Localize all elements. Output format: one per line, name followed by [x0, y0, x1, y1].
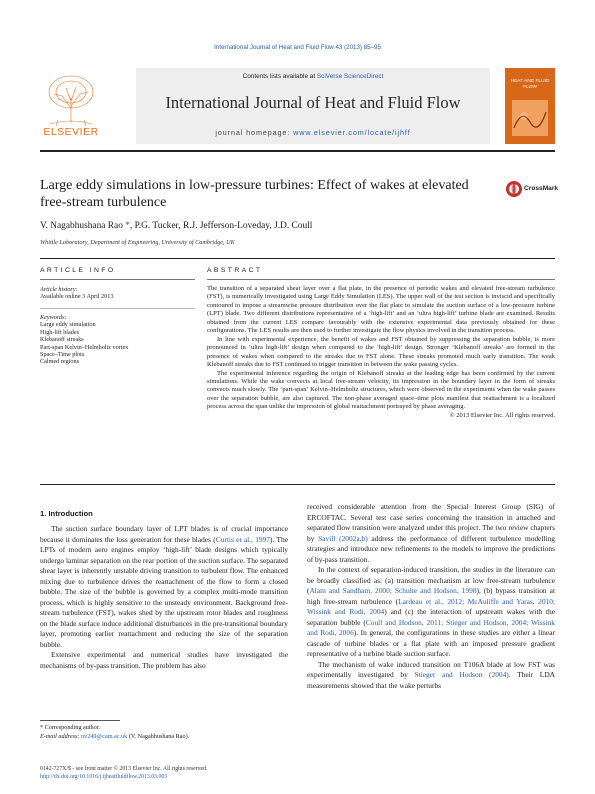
- author-first: V. Nagabhushana Rao: [40, 221, 126, 231]
- intro-left-column: [40, 524, 288, 671]
- abstract-paragraph: The transition of a separated shear layer over a flat plate, in the presence of periodic wakes and elevated free-stream turbulence (FST), is numerically investigated using Large Eddy Simulation (LES). The upper wall of the test section is inviscid and specifically contoured to impose a streamwise pressure distribution over the flat plate to simulate the suction surface of a low-pressure turbine (LPT) blade. Two different distributions representative of a ‘high-lift’ and an ‘ultra high-lift’ turbine blade are examined. Results obtained from the current LES compare favourably with the extensive experimental data previously obtained for these configurations. The LES results are then used to further investigate the flow physics involved in the transition process.: [207, 285, 555, 335]
- paragraph-text: . Their LDA measurements showed that the wake perturbs: [307, 670, 555, 690]
- body-paragraph: [307, 660, 555, 692]
- keyword: Large eddy simulation: [40, 321, 96, 329]
- crossmark-label[interactable]: CrossMark: [524, 185, 559, 192]
- body-paragraph: [307, 565, 555, 660]
- abstract-copyright: © 2013 Elsevier Inc. All rights reserved.: [449, 411, 555, 419]
- paragraph-text: address the performance of different turbulence modelling strategies and introduce new refinements to the models to improve the predictions of by-pass transition.: [307, 533, 555, 564]
- paragraph-text: ), (b) bypass transition at high free-stream turbulence (: [307, 586, 556, 606]
- author-list: [40, 221, 312, 231]
- paragraph-text: Extensive experimental and numerical studies have investigated the mechanisms of by-pass transition. The problem has also: [40, 650, 288, 670]
- footnote: [40, 724, 189, 741]
- abstract-paragraph: In line with experimental experience, the benefit of wakes and FST obtained by suppressing the separation bubble, is more pronounced in ‘ultra high-lift’ design when compared to the ‘high-lift’ design. Stronger ‘Klebanoff streaks’ are formed in the presence of wakes when compared to the streaks due to FST alone. These streaks promoted much early transition. The weak Klebanoff streaks due to FST continued to trigger transition in between the wake passing cycles.: [207, 335, 555, 369]
- issn-line: 0142-727X/$ - see front matter © 2013 Elsevier Inc. All rights reserved.: [40, 766, 208, 772]
- footnote-rule: [40, 720, 120, 721]
- citation-link[interactable]: Curtis et al., 1997: [215, 534, 270, 544]
- article-info-heading: ARTICLE INFO: [40, 267, 116, 274]
- article-history: [40, 286, 113, 301]
- article-info-rule: [40, 279, 195, 280]
- keyword: Klebanoff streaks: [40, 336, 84, 344]
- citation-link[interactable]: Savill (2002a,b): [318, 533, 368, 543]
- citation-link[interactable]: Alam and Sandham, 2000; Schulte and Hodson, 1998: [309, 586, 477, 595]
- doi-link[interactable]: http://dx.doi.org/10.1016/j.ijheatfluidflow.2013.03.003: [40, 773, 168, 780]
- affiliation: Whittle Laboratory, Department of Engineering, University of Cambridge, UK: [40, 239, 235, 246]
- keyword: Calmed regions: [40, 358, 80, 366]
- citation-link[interactable]: Coull and Hodson, 2011; Stieger and Hodson, 2004; Wissink and Rodi, 2006: [307, 617, 555, 637]
- header-rule: [40, 150, 555, 152]
- paragraph-text: received considerable attention from the Special Interest Group (SIG) of ERCOFTAC. Several test case series concerning the transition in attached and separated flow transition were analyzed under this project. The two review chapters by: [307, 502, 555, 543]
- corresponding-author-star[interactable]: *: [125, 221, 130, 231]
- article-title: Large eddy simulations in low-pressure turbines: Effect of wakes at elevated free-stream turbulence: [40, 178, 469, 210]
- journal-title: International Journal of Heat and Fluid Flow: [165, 93, 461, 112]
- journal-citation[interactable]: International Journal of Heat and Fluid Flow 43 (2013) 85–95: [214, 44, 381, 51]
- abstract-end-rule: [40, 484, 555, 485]
- history-value: Available online 3 April 2013: [40, 293, 114, 301]
- authors-rule: [40, 258, 555, 259]
- cover-illustration: [510, 98, 550, 138]
- cover-title: HEAT AND FLUID FLOW: [510, 79, 550, 90]
- homepage-prefix: journal homepage:: [215, 128, 294, 137]
- author-email-link[interactable]: nv249@cam.ac.uk: [81, 732, 128, 740]
- intro-right-column: [307, 502, 555, 691]
- corresponding-note: * Corresponding author.: [40, 724, 100, 731]
- keywords-label: Keywords:: [40, 314, 67, 321]
- contents-line: [136, 73, 490, 80]
- sciencedirect-link[interactable]: SciVerse ScienceDirect: [316, 73, 384, 80]
- homepage-url[interactable]: www.elsevier.com/locate/ijhff: [293, 128, 411, 137]
- keyword: Space–Time plots: [40, 351, 85, 359]
- elsevier-wordmark: ELSEVIER: [43, 126, 99, 138]
- body-paragraph: [40, 650, 288, 671]
- imprint: [40, 766, 207, 781]
- email-suffix: (V. Nagabhushana Rao).: [127, 732, 190, 740]
- paragraph-text: ). In general, the configurations in these studies are either a linear cascade of turbine blades or a flat plate with an imposed pressure gradient representative of a turbine blade suction surface.: [307, 628, 555, 658]
- abstract-rule: [207, 279, 555, 280]
- paragraph-text: ). The LPTs of modern aero engines employ ‘high-lift’ blade designs which typically undergo laminar separation on the rear portion of the suction surface. The separated shear layer is inherently unstable driving transition to turbulent flow. The enhanced mixing due to turbulence drives the reattachment of the flow to form a closed bubble. The size of the bubble is governed by a complex multi-mode transition process, which is highly sensitive to the unsteady environment. Background free-stream turbulence (FST), wakes shed by the upstream rotor blades and roughness on the blade surface induce additional disturbances in the pre-transitional boundary layer, promoting earlier reattachment and reducing the size of the separation bubble.: [40, 534, 289, 649]
- paragraph-text: The suction surface boundary layer of LPT blades is of crucial importance because it dominates the loss generation for these blades (: [40, 524, 288, 544]
- body-paragraph: [40, 524, 288, 650]
- section-heading-introduction: 1. Introduction: [40, 509, 93, 518]
- abstract-paragraph: The experimental inference regarding the origin of Klebanoff streaks at the leading edge has been confirmed by the current simulations. While the wake convects at local free-stream velocity, its impression in the boundary layer in the form of streaks convects much slowly. The ‘part-span’ Kelvin–Helmholtz structures, which were observed in the experiments when the wake passes over the separation bubble, are also captured. The non-phase averaged space–time plots manifest that reattachment is a localized process across the span unlike the impression of global reattachment portrayed by phase averaging.: [207, 369, 555, 411]
- author-rest: , P.G. Tucker, R.J. Jefferson-Loveday, J.D. Coull: [129, 221, 313, 231]
- journal-homepage: [136, 128, 490, 137]
- keyword: High-lift blades: [40, 328, 80, 336]
- keywords-block: [40, 314, 128, 366]
- history-label: Article history:: [40, 286, 78, 293]
- crossmark-icon[interactable]: [506, 181, 522, 197]
- keyword: Part-span Kelvin–Helmholtz vortex: [40, 343, 129, 351]
- abstract-body: [207, 285, 555, 420]
- body-paragraph: [307, 502, 555, 565]
- email-label: E-mail address:: [40, 732, 82, 740]
- paragraph-text: In the context of separation-induced transition, the studies in the literature can be broadly classified as: (a) transition mechanism at low free-stream turbulence (: [307, 565, 555, 595]
- keywords-rule: [40, 308, 195, 309]
- paragraph-text: The mechanism of wake induced transition on T106A blade at low FST was experimentally investigated by: [307, 659, 555, 679]
- citation-link[interactable]: Lardeau et al., 2012; McAuliffe and Yaras, 2010; Wissink and Rodi, 2004: [307, 596, 555, 616]
- contents-prefix: Contents lists available at: [242, 73, 317, 80]
- abstract-heading: ABSTRACT: [207, 267, 263, 274]
- citation-link[interactable]: Stieger and Hodson (2004): [414, 670, 509, 679]
- paragraph-text: ) and (c) the interaction of upstream wakes with the separation bubble (: [307, 607, 555, 627]
